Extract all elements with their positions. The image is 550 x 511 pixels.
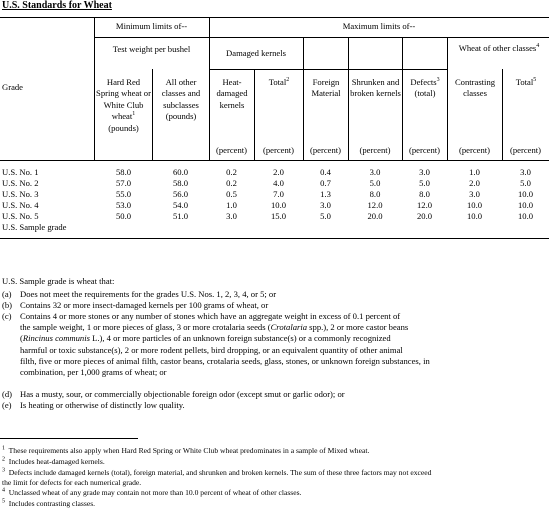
item-letter: (d)	[2, 389, 13, 399]
sample-grade-item: Contains 32 or more insect-damaged kernels per 100 grams of wheat, or	[20, 300, 269, 310]
table-cell: 54.0	[172, 200, 189, 210]
total-other-classes-header: Total$^5$	[515, 77, 537, 87]
unit-label: (percent)	[215, 145, 247, 155]
table-cell: 7.0	[273, 189, 284, 199]
minimum-limits-header: Minimum limits of--	[115, 21, 188, 31]
table-cell: 2.0	[273, 167, 284, 177]
sample-grade-item: Is heating or otherwise of distinctly low quality.	[20, 400, 185, 410]
table-top-rule	[0, 17, 549, 18]
grade-label: U.S. No. 2	[2, 178, 39, 188]
table-cell: 55.0	[115, 189, 132, 199]
table-cell: 2.0	[469, 178, 480, 188]
table-cell: 3.0	[369, 167, 381, 177]
damaged-kernels-header: Damaged kernels	[226, 48, 286, 58]
table-cell: 3.0	[520, 167, 531, 177]
table-cell: 1.0	[226, 200, 237, 210]
table-cell: 10.0	[517, 200, 534, 210]
col-divider	[348, 37, 349, 160]
table-cell: 4.0	[273, 178, 284, 188]
unit-label: (percent)	[309, 145, 341, 155]
grade-label: U.S. No. 3	[2, 189, 39, 199]
item-letter: (e)	[2, 400, 12, 410]
table-cell: 10.0	[270, 200, 287, 210]
table-cell: 1.0	[469, 167, 480, 177]
foreign-material-header: Foreign Material	[311, 77, 341, 99]
item-letter: (b)	[2, 300, 13, 310]
shrunken-broken-header: Shrunken and broken kernels	[350, 77, 401, 99]
unit-label: (percent)	[458, 145, 490, 155]
sample-grade-item: Has a musty, sour, or commercially objectionable foreign odor (except smut or garlic odor); or	[20, 389, 345, 399]
table-cell: 0.5	[226, 189, 237, 199]
table-cell: 10.0	[466, 211, 483, 221]
sample-grade-item: Does not meet the requirements for the grades U.S. Nos. 1, 2, 3, 4, or 5; or	[20, 289, 277, 299]
table-cell: 0.2	[226, 167, 237, 177]
grade-label: U.S. Sample grade	[2, 222, 67, 232]
grade-label: U.S. No. 1	[2, 167, 39, 177]
table-cell: 5.0	[320, 211, 331, 221]
footnote: $^4$ Unclassed wheat of any grade may contain not more than 10.0 percent of wheat of other classes.	[2, 487, 302, 497]
table-cell: 12.0	[367, 200, 383, 210]
table-cell: 8.0	[369, 189, 381, 199]
table-cell: 3.0	[226, 211, 237, 221]
col-divider	[209, 17, 210, 160]
grade-column-header: Grade	[2, 82, 23, 92]
table-cell: 0.4	[320, 167, 331, 177]
item-letter: (c)	[2, 311, 12, 321]
footnote: $^2$ Includes heat-damaged kernels.	[2, 456, 105, 466]
col-divider	[447, 37, 448, 160]
unit-label: (percent)	[408, 145, 440, 155]
footnote: $^3$ Defects include damaged kernels (total), foreign material, and shrunken and broken kernels. The sum of these three factors may not exceed the limit for defects for each numerical grade.	[2, 467, 432, 488]
table-cell: 60.0	[172, 167, 189, 177]
table-cell: 20.0	[367, 211, 383, 221]
table-cell: 5.0	[419, 178, 430, 188]
sample-grade-item-c: Contains 4 or more stones or any number of stones which have an aggregate weight in excess of 0.1 percent of the sample weight, 1 or more pieces of glass, 3 or more crotalaria seeds (Crotalaria spp.), 2 or more castor beans (Rincinus communis L.), 4 or more particles of an unknown foreign substance(s) or a commonly recognized harmful or toxic substance(s), 2 or more rodent pellets, bird dropping, or an equivalent quantity of other animal filth, five or more pieces of animal filth, castor beans, crotalaria seeds, glass, stones, or unknown foreign substances, in combination, per 1,000 grams of wheat; or	[20, 311, 430, 378]
table-cell: 50.0	[115, 211, 132, 221]
table-cell: 51.0	[172, 211, 189, 221]
total-damaged-header: Total$^2$	[268, 77, 290, 87]
grade-label: U.S. No. 5	[2, 211, 39, 221]
defects-header: Defects$^3$ (total)	[410, 77, 440, 99]
sample-grade-intro: U.S. Sample grade is wheat that:	[2, 276, 115, 286]
column-header-rule	[0, 160, 549, 161]
unit-label: (percent)	[262, 145, 294, 155]
table-cell: 56.0	[172, 189, 189, 199]
table-cell: 12.0	[416, 200, 433, 210]
footnote: $^5$ Includes contrasting classes.	[2, 498, 96, 508]
heat-damaged-header: Heat-damaged kernels	[216, 77, 248, 110]
table-cell: 15.0	[270, 211, 287, 221]
contrasting-classes-header: Contrasting classes	[454, 77, 496, 99]
table-cell: 10.0	[466, 200, 483, 210]
item-letter: (a)	[2, 289, 12, 299]
table-cell: 5.0	[369, 178, 381, 188]
group-header-rule	[94, 37, 549, 38]
table-cell: 20.0	[416, 211, 433, 221]
table-cell: 10.0	[517, 211, 534, 221]
document-title: U.S. Standards for Wheat	[2, 0, 112, 11]
table-cell: 8.0	[419, 189, 430, 199]
table-cell: 3.0	[419, 167, 430, 177]
table-cell: 57.0	[115, 178, 132, 188]
table-cell: 1.3	[320, 189, 331, 199]
unit-label: (percent)	[509, 145, 541, 155]
subgroup-header-rule	[209, 69, 447, 70]
table-cell: 10.0	[517, 189, 534, 199]
footnote: $^1$ These requirements also apply when Hard Red Spring or White Club wheat predominates in a sample of Mixed wheat.	[2, 445, 370, 455]
unit-label: (percent)	[359, 145, 391, 155]
test-weight-header: Test weight per bushel	[112, 44, 191, 54]
table-cell: 0.7	[320, 178, 331, 188]
table-cell: 3.0	[469, 189, 480, 199]
grade-label: U.S. No. 4	[2, 200, 39, 210]
table-cell: 53.0	[115, 200, 132, 210]
col-divider	[152, 69, 153, 160]
table-cell: 5.0	[520, 178, 531, 188]
table-cell: 58.0	[172, 178, 189, 188]
table-cell: 0.2	[226, 178, 237, 188]
table-bottom-rule	[0, 238, 549, 239]
footnote-separator	[0, 438, 138, 439]
all-other-classes-header: All other classes and subclasses (pounds)	[161, 77, 201, 122]
table-cell: 3.0	[320, 200, 331, 210]
hard-red-spring-header: Hard Red Spring wheat or White Club wheat$^1$ (pounds)	[96, 77, 151, 133]
maximum-limits-header: Maximum limits of--	[342, 21, 416, 31]
wheat-other-classes-header: Wheat of other classes$^4$	[458, 43, 540, 53]
table-cell: 58.0	[115, 167, 132, 177]
